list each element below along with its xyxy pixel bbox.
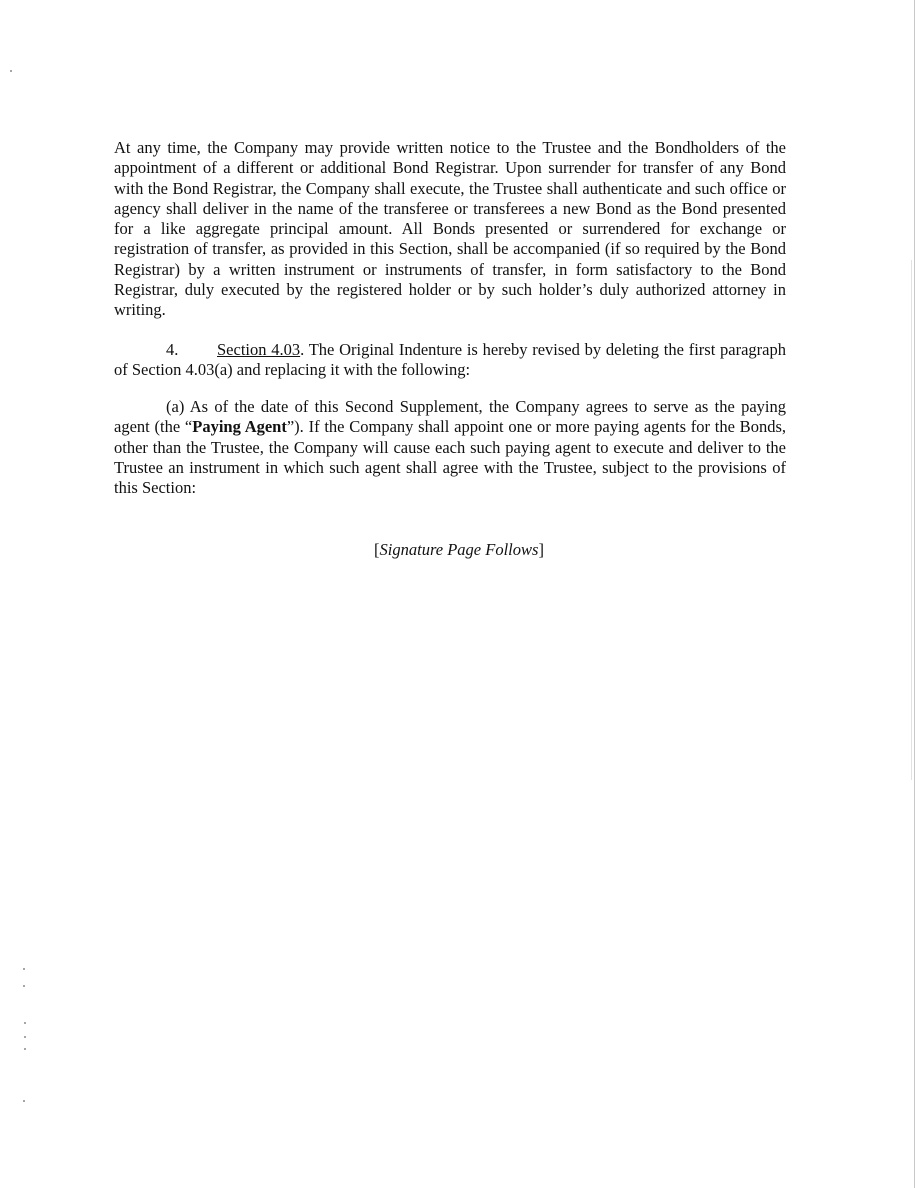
bracket-open: [ bbox=[374, 540, 380, 559]
scan-speck bbox=[24, 1036, 26, 1038]
signature-page-note bbox=[0, 540, 918, 560]
subsection-a-prefix: (a) As of the date of this Second Supplement, the Company agrees to serve as the paying agent (the “ bbox=[114, 397, 786, 437]
scan-speck bbox=[23, 968, 25, 970]
section-heading-punct: . bbox=[300, 340, 305, 359]
scan-edge-shadow bbox=[911, 260, 912, 780]
scan-speck bbox=[23, 985, 25, 987]
signature-note-text: Signature Page Follows bbox=[379, 540, 539, 559]
section-number: 4. bbox=[166, 340, 179, 359]
scan-speck bbox=[24, 1022, 26, 1024]
section-4-paragraph bbox=[114, 340, 786, 381]
scan-speck bbox=[10, 70, 12, 72]
section-text: The Original Indenture is hereby revised by deleting the first paragraph of Section 4.03(a) and replacing it with the following: bbox=[114, 340, 786, 380]
paying-agent-term: Paying Agent bbox=[192, 417, 287, 437]
bond-registrar-paragraph: At any time, the Company may provide written notice to the Trustee and the Bondholders of the appointment of a different or additional Bond Registrar. Upon surrender for transfer of any Bond with the Bond Registrar, the Company shall execute, the Trustee shall authenticate and such office or agency shall deliver in the name of the transferee or transferees a new Bond as the Bond presented for a like aggregate principal amount. All Bonds presented or surrendered for exchange or registration of transfer, as provided in this Section, shall be accompanied (if so required by the Bond Registrar) by a written instrument or instruments of transfer, in form satisfactory to the Bond Registrar, duly executed by the registered holder or by such holder’s duly authorized attorney in writing. bbox=[114, 138, 786, 320]
subsection-a-suffix: ”). If the Company shall appoint one or more paying agents for the Bonds, other than the Trustee, the Company will cause each such paying agent to execute and deliver to the Trustee an instrument in which such agent shall agree with the Trustee, subject to the provisions of this Section: bbox=[114, 417, 786, 498]
scan-edge bbox=[914, 0, 915, 1188]
bracket-close: ] bbox=[538, 540, 544, 559]
subsection-a-paragraph bbox=[114, 397, 786, 498]
scan-speck bbox=[23, 1100, 25, 1102]
scan-speck bbox=[24, 1048, 26, 1050]
section-heading: Section 4.03 bbox=[217, 340, 301, 359]
